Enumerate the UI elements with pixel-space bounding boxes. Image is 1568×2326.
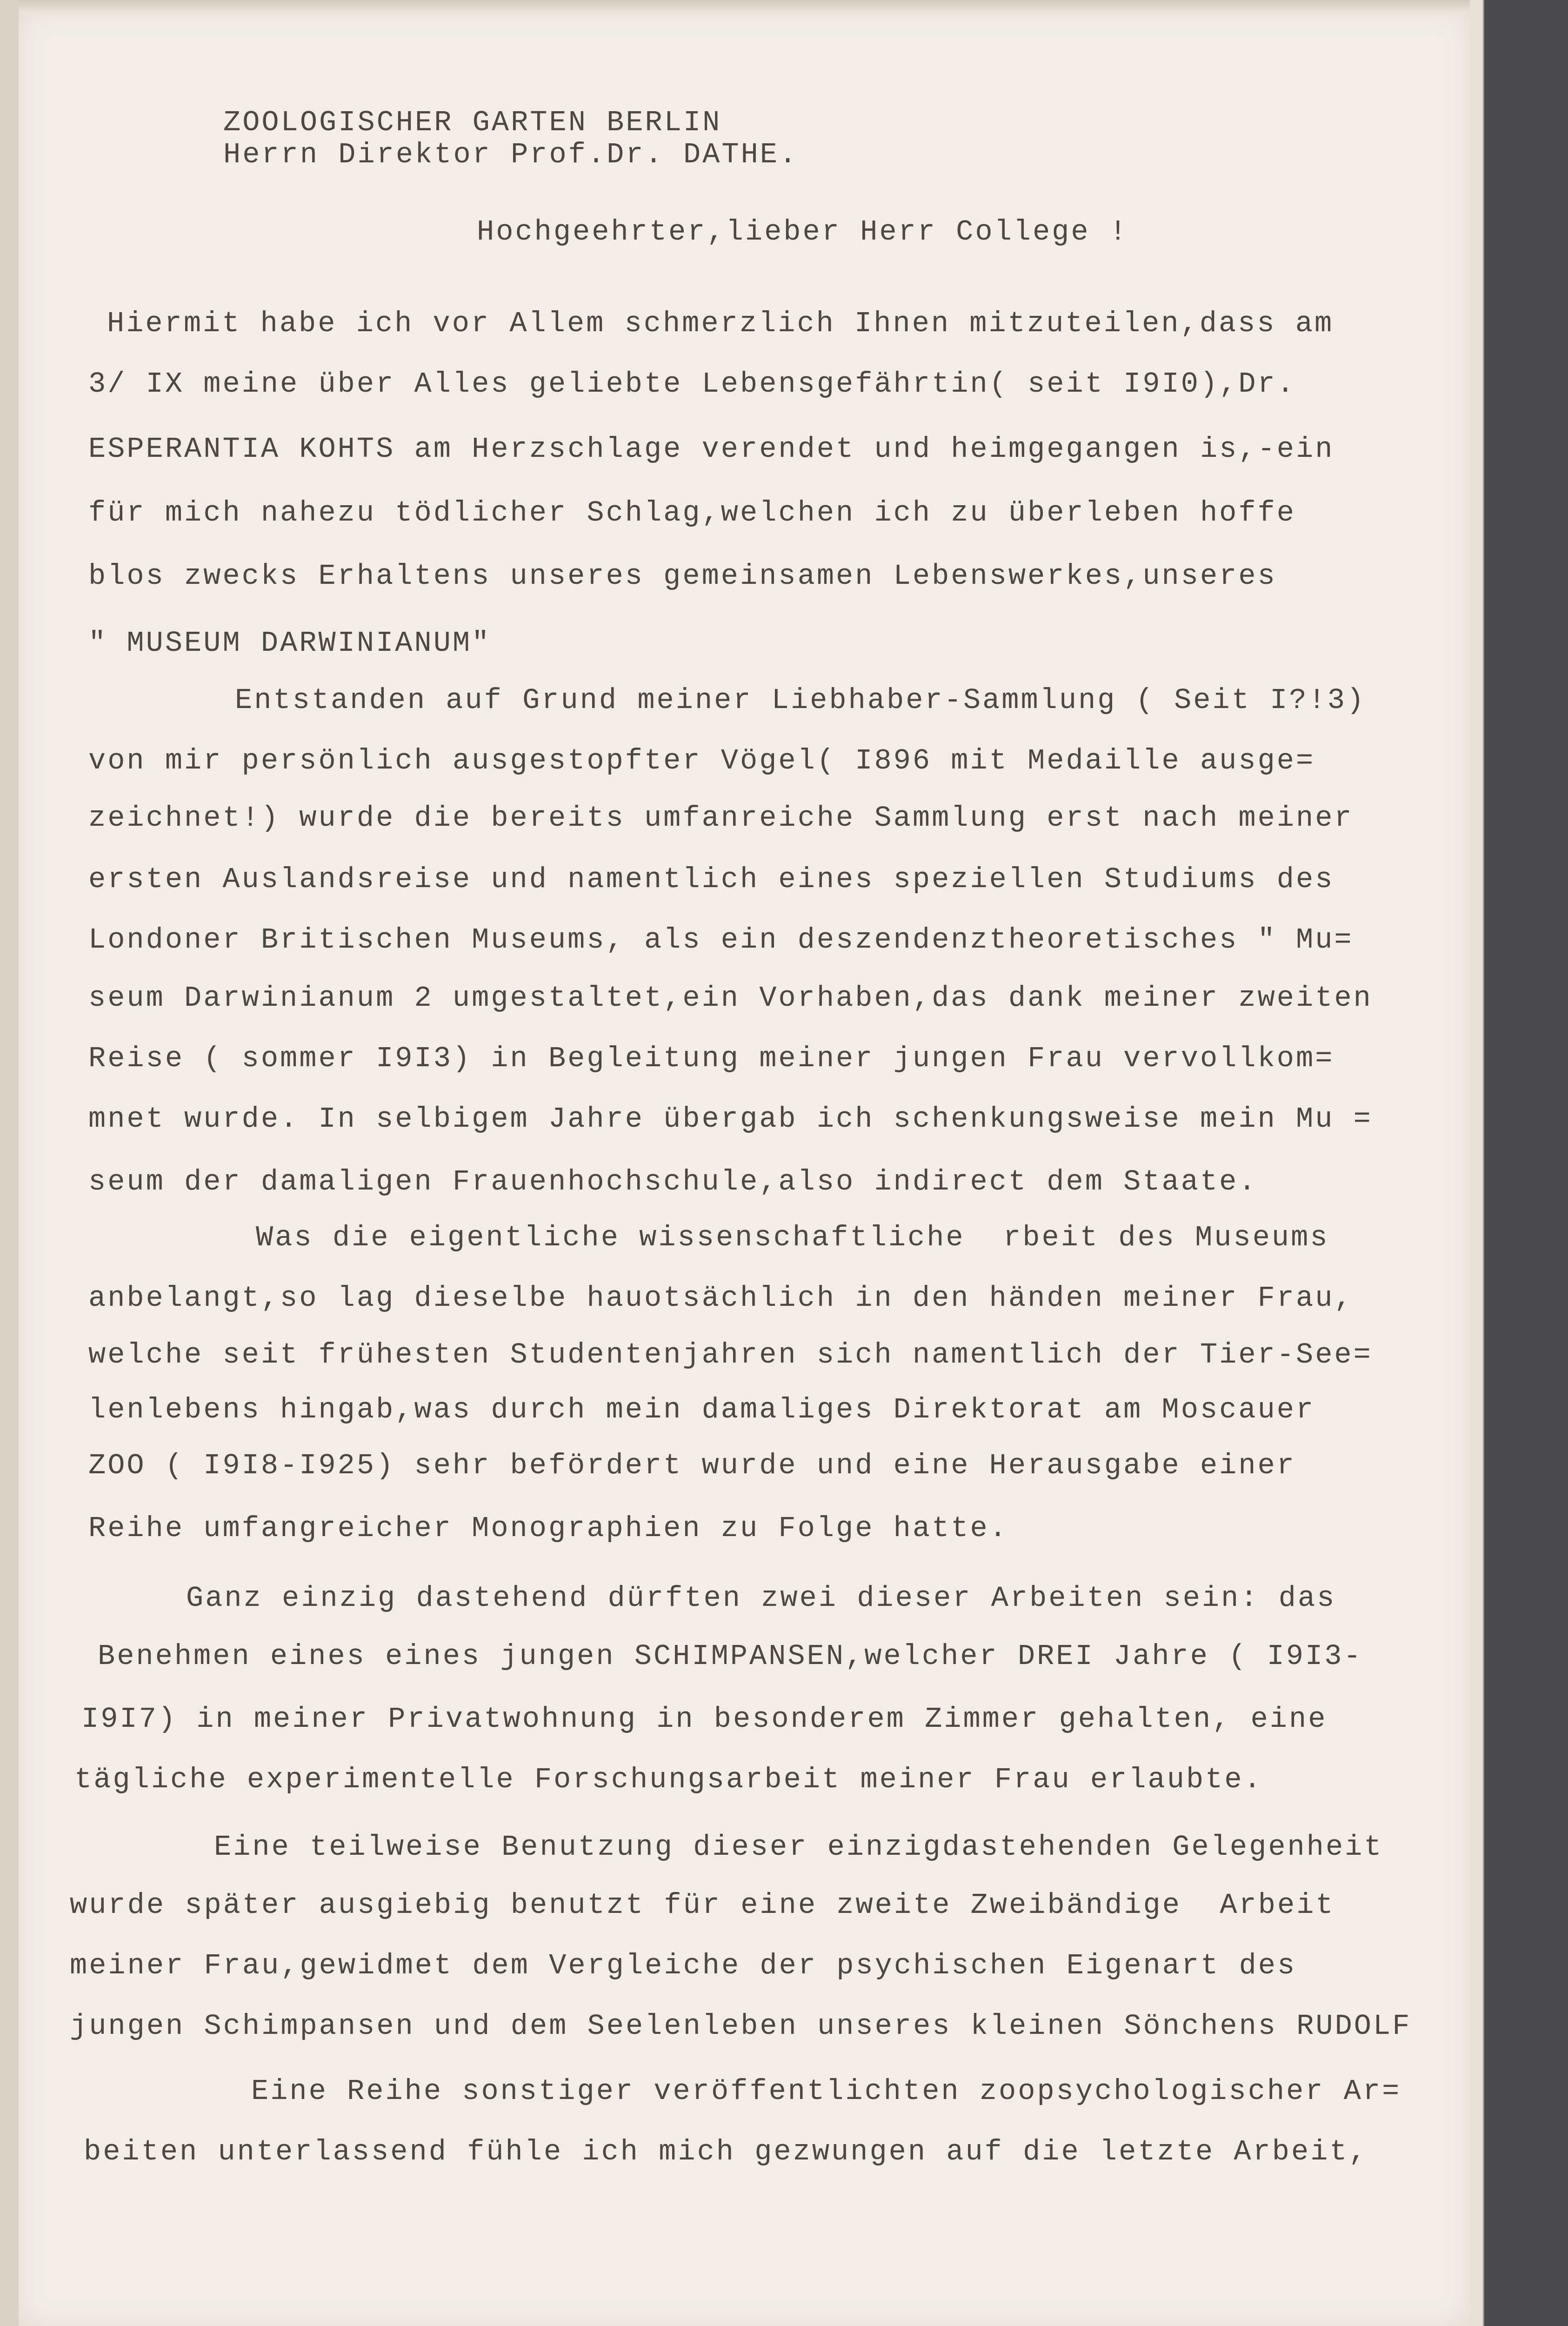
body-line-24: I9I7) in meiner Privatwohnung in besonderem Zimmer gehalten, eine: [81, 1703, 1328, 1736]
body-line-5: blos zwecks Erhaltens unseres gemeinsamen Lebenswerkes,unseres: [88, 560, 1277, 593]
body-line-4: für mich nahezu tödlicher Schlag,welchen ich zu überleben hoffe: [88, 496, 1296, 529]
body-line-21: Reihe umfangreicher Monographien zu Folge hatte.: [88, 1512, 1008, 1545]
body-line-6: " MUSEUM DARWINIANUM": [88, 627, 491, 660]
body-line-10: ersten Auslandsreise und namentlich eines speziellen Studiums des: [88, 863, 1334, 896]
page-edge: [1470, 0, 1484, 2326]
body-line-29: jungen Schimpansen und dem Seelenleben unseres kleinen Sönchens RUDOLF: [70, 2010, 1412, 2043]
body-line-8: von mir persönlich ausgestopfter Vögel( I896 mit Medaille ausge=: [88, 744, 1315, 777]
body-line-2: 3/ IX meine über Alles geliebte Lebensgefährtin( seit I9I0),Dr.: [88, 368, 1296, 401]
body-line-23: Benehmen eines eines jungen SCHIMPANSEN,welcher DREI Jahre ( I9I3-: [98, 1640, 1363, 1673]
body-line-22: Ganz einzig dastehend dürften zwei dieser Arbeiten sein: das: [186, 1582, 1336, 1615]
header-line-2: Herrn Direktor Prof.Dr. DATHE.: [223, 138, 799, 171]
body-line-9: zeichnet!) wurde die bereits umfanreiche Sammlung erst nach meiner: [88, 802, 1354, 835]
body-line-19: lenlebens hingab,was durch mein damaliges Direktorat am Moscauer: [88, 1393, 1315, 1426]
body-line-26: Eine teilweise Benutzung dieser einzigdastehenden Gelegenheit: [214, 1831, 1383, 1864]
body-line-3: ESPERANTIA KOHTS am Herzschlage verendet und heimgegangen is,-ein: [88, 433, 1334, 466]
body-line-28: meiner Frau,gewidmet dem Vergleiche der psychischen Eigenart des: [70, 1949, 1297, 1982]
body-line-20: ZOO ( I9I8-I925) sehr befördert wurde und eine Herausgabe einer: [88, 1449, 1296, 1482]
body-line-18: welche seit frühesten Studentenjahren sich namentlich der Tier-See=: [88, 1338, 1373, 1371]
body-line-16: Was die eigentliche wissenschaftliche rbeit des Museums: [256, 1221, 1329, 1254]
scanner-edge: [1470, 0, 1568, 2326]
body-line-1: Hiermit habe ich vor Allem schmerzlich Ihnen mitzuteilen,dass am: [107, 307, 1334, 340]
body-line-27: wurde später ausgiebig benutzt für eine zweite Zweibändige Arbeit: [70, 1889, 1335, 1922]
body-line-15: seum der damaligen Frauenhochschule,also indirect dem Staate.: [88, 1165, 1258, 1198]
body-line-13: Reise ( sommer I9I3) in Begleitung meiner jungen Frau vervollkom=: [88, 1042, 1334, 1075]
body-line-30: Eine Reihe sonstiger veröffentlichten zoopsychologischer Ar=: [251, 2075, 1401, 2108]
header-line-1: ZOOLOGISCHER GARTEN BERLIN: [223, 106, 722, 139]
body-line-12: seum Darwinianum 2 umgestaltet,ein Vorhaben,das dank meiner zweiten: [88, 982, 1373, 1015]
body-line-14: mnet wurde. In selbigem Jahre übergab ich schenkungsweise mein Mu =: [88, 1103, 1373, 1136]
salutation: Hochgeehrter,lieber Herr College !: [477, 215, 1129, 248]
body-line-11: Londoner Britischen Museums, als ein deszendenztheoretisches " Mu=: [88, 923, 1354, 956]
body-line-31: beiten unterlassend fühle ich mich gezwungen auf die letzte Arbeit,: [84, 2135, 1368, 2168]
body-line-17: anbelangt,so lag dieselbe hauotsächlich in den händen meiner Frau,: [88, 1282, 1354, 1315]
page-top-fold: [19, 0, 1470, 13]
body-line-7: Entstanden auf Grund meiner Liebhaber-Sammlung ( Seit I?!3): [235, 684, 1366, 717]
body-line-25: tägliche experimentelle Forschungsarbeit meiner Frau erlaubte.: [74, 1763, 1263, 1796]
